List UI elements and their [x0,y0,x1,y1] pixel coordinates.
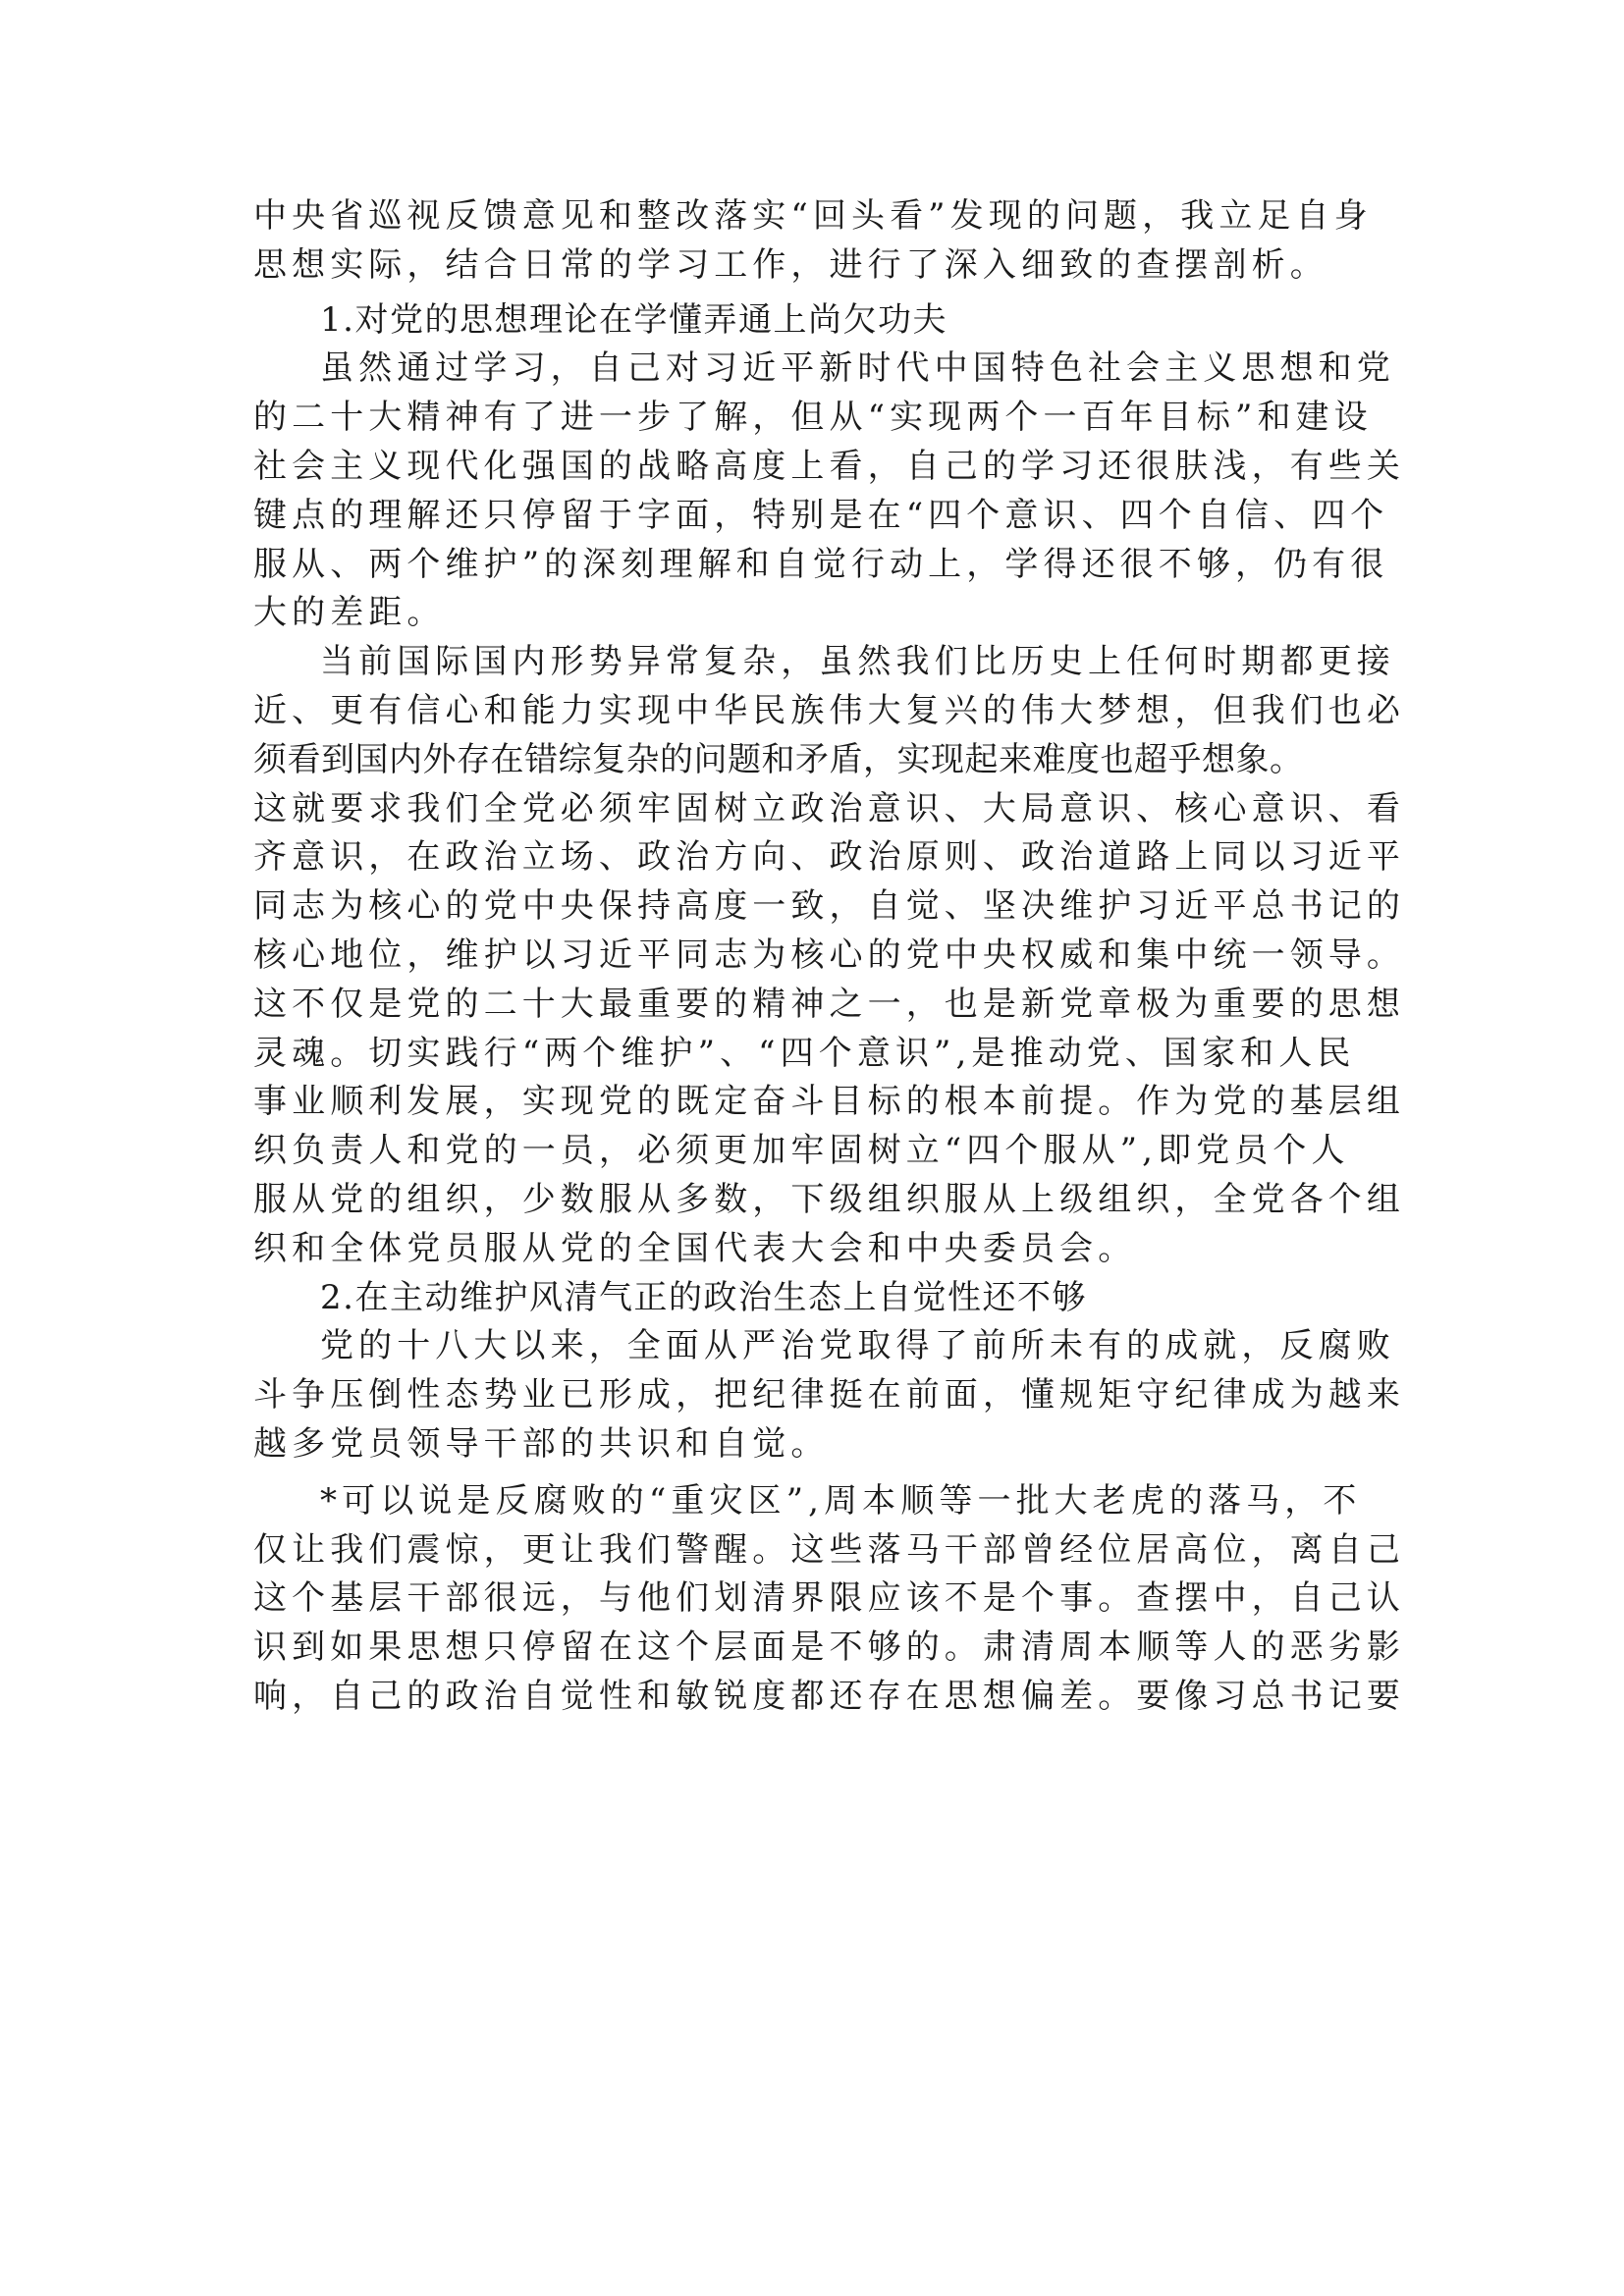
text-line: 识到如果思想只停留在这个层面是不够的。肃清周本顺等人的恶劣影 [253,1628,1405,1668]
text-line: 织负责人和党的一员，必须更加牢固树立“四个服从”,即党员个人 [253,1131,1350,1171]
text-line: 这不仅是党的二十大最重要的精神之一，也是新党章极为重要的思想 [253,984,1405,1024]
text-line: 服从、两个维护”的深刻理解和自觉行动上，学得还很不够，仍有很 [253,544,1389,584]
text-line: 键点的理解还只停留于字面，特别是在“四个意识、四个自信、四个 [253,495,1389,535]
text-line: 响，自己的政治自觉性和敏锐度都还存在思想偏差。要像习总书记要 [253,1676,1405,1716]
document-body [253,192,1405,1722]
section-heading-2: 2.在主动维护风清气正的政治生态上自觉性还不够 [320,1277,1087,1317]
text-line: 当前国际国内形势异常复杂，虽然我们比历史上任何时期都更接 [320,642,1395,682]
text-line: 织和全体党员服从党的全国代表大会和中央委员会。 [253,1228,1137,1268]
text-line: 灵魂。切实践行“两个维护”、“四个意识”,是推动党、国家和人民 [253,1033,1356,1073]
text-line: 中央省巡视反馈意见和整改落实“回头看”发现的问题，我立足自身 [253,196,1373,236]
text-line: 仅让我们震惊，更让我们警醒。这些落马干部曾经位居高位，离自己 [253,1529,1405,1570]
text-line: 思想实际，结合日常的学习工作，进行了深入细致的查摆剖析。 [253,244,1328,285]
text-line: 这就要求我们全党必须牢固树立政治意识、大局意识、核心意识、看 [253,788,1405,828]
text-line: 社会主义现代化强国的战略高度上看，自己的学习还很肤浅，有些关 [253,446,1405,486]
text-line: 大的差距。 [253,593,446,633]
text-line: 的二十大精神有了进一步了解，但从“实现两个一百年目标”和建设 [253,398,1373,438]
text-line: 虽然通过学习，自己对习近平新时代中国特色社会主义思想和党 [320,348,1395,389]
text-line: 斗争压倒性态势业已形成，把纪律挺在前面，懂规矩守纪律成为越来 [253,1375,1405,1415]
text-line: *可以说是反腐败的“重灾区”,周本顺等一批大老虎的落马，不 [320,1480,1362,1521]
text-line: 须看到国内外存在错综复杂的问题和矛盾，实现起来难度也超乎想象。 [253,739,1304,779]
text-line: 服从党的组织，少数服从多数，下级组织服从上级组织，全党各个组 [253,1179,1405,1219]
text-line: 同志为核心的党中央保持高度一致，自觉、坚决维护习近平总书记的 [253,886,1405,927]
text-line: 近、更有信心和能力实现中华民族伟大复兴的伟大梦想，但我们也必 [253,690,1405,730]
text-line: 齐意识，在政治立场、政治方向、政治原则、政治道路上同以习近平 [253,837,1405,878]
section-heading-1: 1.对党的思想理论在学懂弄通上尚欠功夫 [320,299,947,340]
text-line: 党的十八大以来，全面从严治党取得了前所未有的成就，反腐败 [320,1326,1395,1366]
text-line: 事业顺利发展，实现党的既定奋斗目标的根本前提。作为党的基层组 [253,1082,1405,1122]
text-line: 这个基层干部很远，与他们划清界限应该不是个事。查摆中，自己认 [253,1578,1405,1619]
text-line: 越多党员领导干部的共识和自觉。 [253,1423,830,1464]
text-line: 核心地位，维护以习近平同志为核心的党中央权威和集中统一领导。 [253,934,1405,975]
